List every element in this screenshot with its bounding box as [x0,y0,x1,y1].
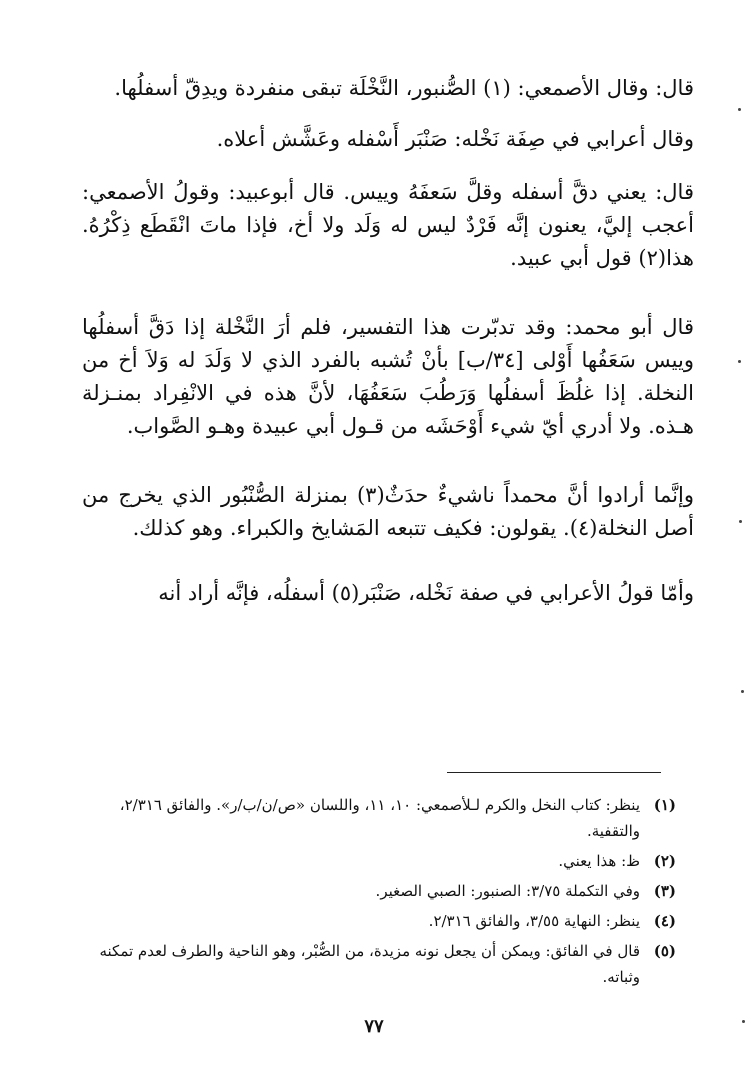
margin-speck [742,1020,745,1023]
footnote-separator [447,772,661,773]
margin-speck [738,108,741,111]
footnote-4 [82,908,676,934]
footnote-2 [82,848,676,874]
footnote-number: (١) [653,796,676,814]
paragraph-4: قال أبو محمد: وقد تدبّرت هذا التفسير، فلم أرَ النَّخْلة إذا دَقَّ أسفلُها وييس سَعَفُها أَوْلى [٣٤/ب] بأنْ تُشبه بالفرد الذي لا وَلَدَ له وَلاَ أخ من النخلة. إذا غلُظَ أسفلُها وَرَطُبَ سَعَفُهَا، لأنَّ هذه في الانْفِراد بمنـزلة هـذه. ولا أدري أيّ شيء أَوْحَشَه من قـول أبي عبيدة وهـو الصَّواب. [82,315,694,438]
margin-speck [741,690,744,693]
paragraph-1: قال: وقال الأصمعي: (١) الصُّنبور، النَّخْلَة تبقى منفردة ويدِقّ أسفلُها. [114,76,694,100]
footnote-5 [82,938,676,990]
footnote-number: (٤) [653,912,676,930]
paragraph-2: وقال أعرابي في صِفَة نَخْله: صَنْبَر أَسْفله وعَشَّش أعلاه. [216,127,694,151]
paragraph-3: قال: يعني دقَّ أسفله وقلَّ سَعفَهُ وييس. قال أبوعبيد: وقولُ الأصمعي: أعجب إليَّ، يعنون إنَّه فَرْدٌ ليس له وَلَد ولا أخ، فإذا ماتَ انْقَطَع ذِكْرُهُ. هذا(٢) قول أبي عبيد. [82,180,694,270]
paragraph-5: وإنَّما أرادوا أنَّ محمداً ناشيءٌ حدَثٌ(٣) بمنزلة الصُّنْبُور الذي يخرج من أصل النخلة(٤). يقولون: فكيف تتبعه المَشايخ والكبراء. وهو كذلك. [82,483,694,540]
footnote-number: (٣) [653,882,676,900]
paragraph-6: وأمّا قولُ الأعرابي في صفة نَخْله، صَنْبَر(٥) أسفلُه، فإنَّه أراد أنه [158,581,694,605]
footnote-text: ينظر: النهاية ٣/٥٥، والفائق ٢/٣١٦. [428,912,640,930]
footnote-text: ظ: هذا يعني. [558,852,640,870]
footnotes [82,792,676,990]
footnote-number: (٥) [653,942,676,960]
footnote-number: (٢) [653,852,676,870]
footnote-1 [82,792,676,844]
margin-speck [739,520,742,523]
main-text [82,72,694,610]
footnote-3 [82,878,676,904]
margin-speck [738,360,741,363]
footnote-text: ينظر: كتاب النخل والكرم لـلأصمعي: ١٠، ١١، واللسان «ص/ن/ب/ر». والفائق ٢/٣١٦، والتقفية. [119,796,640,840]
footnote-text: قال في الفائق: ويمكن أن يجعل نونه مزيدة، من الصُّبْر، وهو الناحية والطرف لعدم تمكنه وثباته. [99,942,640,986]
footnote-text: وفي التكملة ٣/٧٥: الصنبور: الصبي الصغير. [375,882,640,900]
page-number: ٧٧ [364,1016,384,1037]
